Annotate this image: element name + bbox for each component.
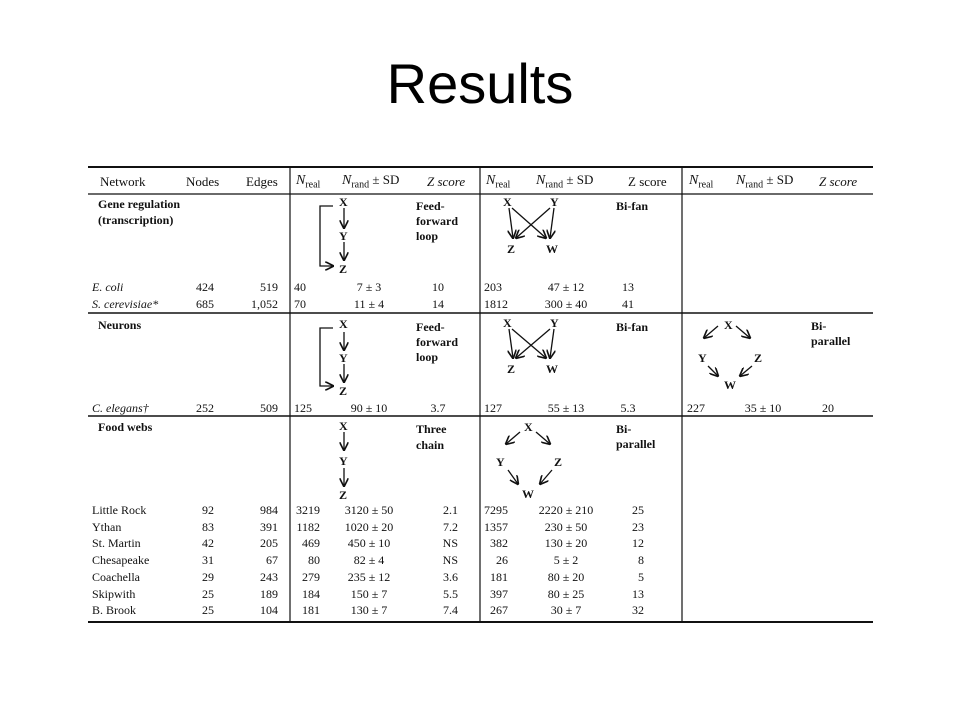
table-cell: 2.1 — [443, 503, 458, 517]
row-network-name: Skipwith — [92, 586, 136, 601]
section-food-title: Food webs — [98, 420, 153, 434]
table-cell: 382 — [490, 536, 508, 551]
row-network-name: Chesapeake — [92, 553, 150, 568]
table-cell: 984 — [260, 503, 278, 517]
table-cell: 130 ± 7 — [350, 603, 388, 618]
table-cell: 25 — [632, 503, 644, 517]
header-n-rand-2: $N_{rand}$ ± SD — [536, 172, 594, 191]
header-n-rand-1: $N_{rand}$ ± SD — [342, 172, 400, 191]
motif-label: Feed- — [416, 320, 445, 334]
node-z: Z — [339, 262, 348, 276]
table-cell: 30 ± 7 — [550, 603, 582, 618]
table-cell: 300 ± 40 — [544, 297, 588, 311]
table-cell: 150 ± 7 — [350, 586, 388, 601]
section-neurons-title: Neurons — [98, 318, 142, 332]
table-cell: 1812 — [484, 297, 508, 311]
table-cell: 31 — [202, 553, 214, 568]
node-x: X — [524, 420, 533, 434]
table-cell: 92 — [202, 503, 214, 517]
motif-label: parallel — [616, 437, 656, 451]
table-cell: 279 — [302, 569, 320, 584]
header-nodes: Nodes — [186, 174, 220, 189]
table-cell: 7295 — [484, 503, 508, 517]
table-cell: 189 — [260, 586, 278, 601]
table-cell: 7.4 — [443, 603, 458, 618]
table-cell: 130 ± 20 — [544, 536, 588, 551]
table-cell: 267 — [490, 603, 508, 618]
table-cell: 29 — [202, 569, 214, 584]
table-cell: 227 — [687, 401, 705, 415]
table-cell: 35 ± 10 — [744, 401, 782, 415]
header-network: Network — [100, 174, 146, 189]
table-cell: 125 — [294, 401, 312, 415]
table-cell: 5 — [638, 569, 644, 584]
node-x: X — [339, 419, 348, 433]
motif-label: loop — [416, 350, 439, 364]
table-cell: 10 — [432, 280, 444, 294]
table-cell: 80 ± 20 — [547, 569, 585, 584]
table-cell: 80 — [308, 553, 320, 568]
row-network-name: St. Martin — [92, 536, 141, 551]
header-n-real-1: $N_{real}$ — [296, 173, 321, 191]
table-cell: 25 — [202, 603, 214, 618]
table-cell: 20 — [822, 401, 834, 415]
motif-label: forward — [416, 214, 458, 228]
node-y: Y — [339, 351, 348, 365]
table-cell: 80 ± 25 — [547, 586, 585, 601]
table-cell: 1357 — [484, 519, 508, 534]
row-network-name: Ythan — [92, 519, 122, 534]
table-cell: 41 — [622, 297, 634, 311]
node-y: Y — [496, 455, 505, 469]
row-network-name: E. coli — [92, 280, 124, 294]
node-w: W — [522, 487, 534, 501]
node-z: Z — [339, 488, 348, 502]
table-cell: 13 — [632, 586, 644, 601]
table-cell: 203 — [484, 280, 502, 294]
row-network-name: Coachella — [92, 569, 140, 584]
motif-label: Bi- — [811, 319, 827, 333]
motif-label: loop — [416, 229, 439, 243]
table-cell: 83 — [202, 519, 214, 534]
node-z: Z — [507, 362, 516, 376]
node-z: Z — [339, 384, 348, 398]
table-cell: 184 — [302, 586, 320, 601]
table-cell: 252 — [196, 401, 214, 415]
node-y: Y — [550, 316, 559, 330]
table-cell: 5 ± 2 — [553, 553, 579, 568]
header-z-3: Z score — [819, 174, 858, 189]
node-w: W — [546, 242, 558, 256]
node-x: X — [339, 195, 348, 209]
table-cell: 7.2 — [443, 519, 458, 534]
node-y: Y — [550, 195, 559, 209]
table-cell: 32 — [632, 603, 644, 618]
node-x: X — [503, 195, 512, 209]
table-cell: 685 — [196, 297, 214, 311]
table-cell: NS — [442, 553, 458, 568]
header-n-real-3: $N_{real}$ — [689, 173, 714, 191]
motif-label: Bi- — [616, 422, 632, 436]
node-y: Y — [698, 351, 707, 365]
node-x: X — [724, 318, 733, 332]
motif-label: Three — [416, 422, 447, 436]
row-network-name: S. cerevisiae* — [92, 297, 159, 311]
table-cell: 82 ± 4 — [353, 553, 385, 568]
table-cell: 5.3 — [620, 401, 636, 415]
node-x: X — [339, 317, 348, 331]
table-cell: 243 — [260, 569, 278, 584]
table-cell: 8 — [638, 553, 644, 568]
motif-table — [88, 166, 873, 623]
motif-label: Bi-fan — [616, 320, 649, 334]
table-cell: 3.6 — [443, 569, 458, 584]
table-cell: 7 ± 3 — [356, 280, 382, 294]
table-cell: 519 — [260, 280, 278, 294]
node-x: X — [503, 316, 512, 330]
table-cell: 47 ± 12 — [547, 280, 585, 294]
table-cell: 235 ± 12 — [347, 569, 391, 584]
slide-title: Results — [386, 52, 574, 115]
table-cell: 509 — [260, 401, 278, 415]
table-cell: 14 — [432, 297, 444, 311]
table-cell: 391 — [260, 519, 278, 534]
table-cell: 450 ± 10 — [347, 536, 391, 551]
node-z: Z — [554, 455, 563, 469]
table-cell: 181 — [490, 569, 508, 584]
table-cell: 127 — [484, 401, 502, 415]
node-z: Z — [754, 351, 763, 365]
table-cell: 23 — [632, 519, 644, 534]
section-gene-subtitle: (transcription) — [98, 213, 174, 227]
motif-label: Bi-fan — [616, 199, 649, 213]
table-cell: 26 — [496, 553, 508, 568]
table-cell: 3.7 — [430, 401, 446, 415]
table-cell: 5.5 — [443, 586, 458, 601]
node-z: Z — [507, 242, 516, 256]
node-y: Y — [339, 229, 348, 243]
table-cell: 1,052 — [251, 297, 278, 311]
table-cell: 90 ± 10 — [350, 401, 388, 415]
table-cell: 42 — [202, 536, 214, 551]
header-z-1: Z score — [427, 174, 466, 189]
header-z-2: Z score — [628, 174, 667, 189]
motif-label: chain — [416, 438, 445, 452]
header-edges: Edges — [246, 174, 278, 189]
table-cell: 1020 ± 20 — [344, 519, 394, 534]
table-cell: 424 — [196, 280, 214, 294]
table-cell: 230 ± 50 — [544, 519, 588, 534]
table-cell: 2220 ± 210 — [538, 503, 594, 517]
node-y: Y — [339, 454, 348, 468]
table-cell: 70 — [294, 297, 306, 311]
table-cell: 55 ± 13 — [547, 401, 585, 415]
table-cell: 205 — [260, 536, 278, 551]
motif-label: forward — [416, 335, 458, 349]
table-cell: 3120 ± 50 — [344, 503, 394, 517]
table-cell: 67 — [266, 553, 278, 568]
table-cell: 12 — [632, 536, 644, 551]
row-network-name: Little Rock — [92, 503, 147, 517]
motif-label: Feed- — [416, 199, 445, 213]
table-cell: 25 — [202, 586, 214, 601]
row-network-name: C. elegans† — [92, 401, 149, 415]
section-gene-title: Gene regulation — [98, 197, 181, 211]
row-network-name: B. Brook — [92, 603, 137, 618]
table-cell: NS — [442, 536, 458, 551]
table-cell: 13 — [622, 280, 634, 294]
table-cell: 181 — [302, 603, 320, 618]
table-cell: 104 — [260, 603, 278, 618]
table-cell: 11 ± 4 — [353, 297, 385, 311]
node-w: W — [546, 362, 558, 376]
header-n-real-2: $N_{real}$ — [486, 173, 511, 191]
node-w: W — [724, 378, 736, 392]
table-cell: 40 — [294, 280, 306, 294]
table-cell: 3219 — [296, 503, 320, 517]
motif-label: parallel — [811, 334, 851, 348]
table-cell: 469 — [302, 536, 320, 551]
table-cell: 397 — [490, 586, 508, 601]
table-cell: 1182 — [296, 519, 320, 534]
header-n-rand-3: $N_{rand}$ ± SD — [736, 172, 794, 191]
